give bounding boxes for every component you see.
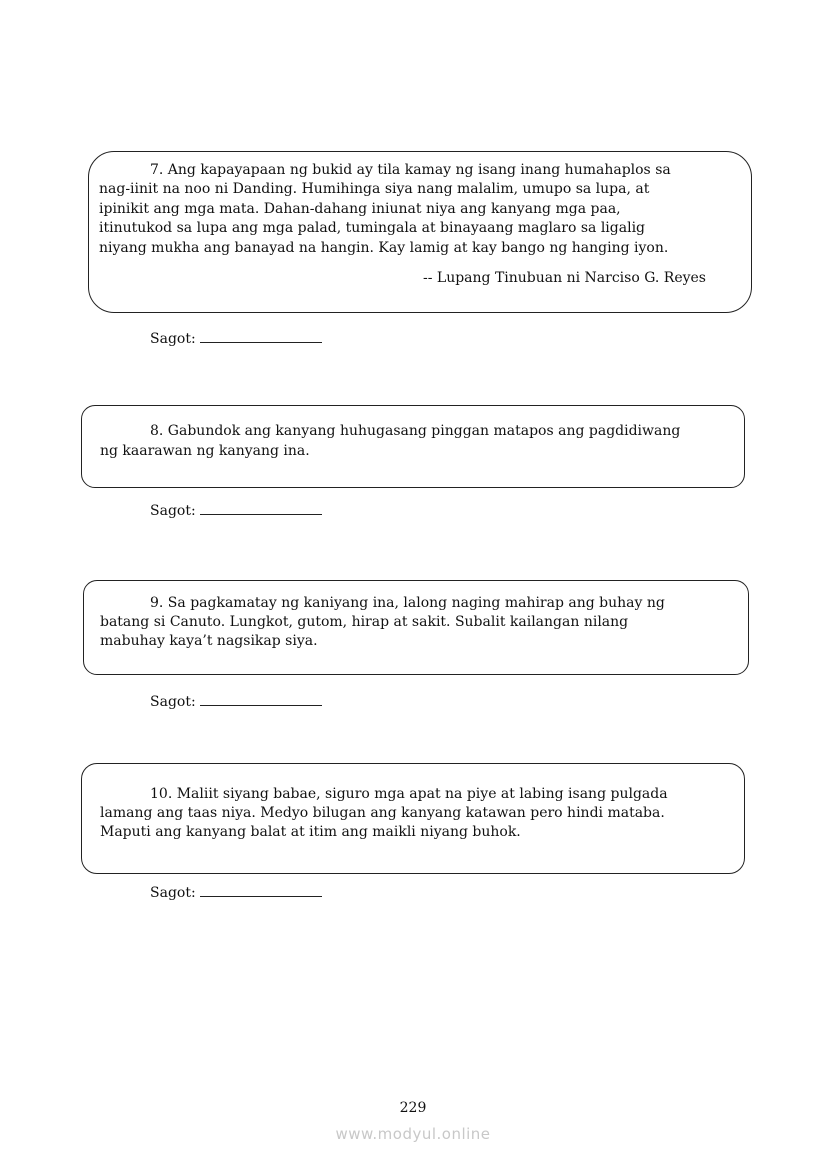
answer-line-9[interactable] xyxy=(150,693,322,710)
passage-line: nag-iinit na noo ni Danding. Humihinga siya nang malalim, umupo sa lupa, at xyxy=(99,181,650,197)
answer-label: Sagot: xyxy=(150,694,196,710)
answer-line-10[interactable] xyxy=(150,884,322,901)
passage-line: itinutukod sa lupa ang mga palad, tumingala at binayaang maglaro sa ligalig xyxy=(99,220,646,236)
passage-line: lamang ang taas niya. Medyo bilugan ang kanyang katawan pero hindi mataba. xyxy=(100,805,665,821)
answer-label: Sagot: xyxy=(150,885,196,901)
passage-line: 9. Sa pagkamatay ng kaniyang ina, lalong naging mahirap ang buhay ng xyxy=(150,595,665,611)
passage-line: niyang mukha ang banayad na hangin. Kay lamig at kay bango ng hanging iyon. xyxy=(99,240,669,256)
answer-label: Sagot: xyxy=(150,503,196,519)
page-number: 229 xyxy=(399,1100,427,1116)
answer-line-8[interactable] xyxy=(150,502,322,519)
passage-line: ipinikit ang mga mata. Dahan-dahang iniunat niya ang kanyang mga paa, xyxy=(99,201,621,217)
answer-label: Sagot: xyxy=(150,331,196,347)
answer-blank[interactable] xyxy=(200,330,322,343)
passage-line: ng kaarawan ng kanyang ina. xyxy=(100,443,310,459)
answer-blank[interactable] xyxy=(200,502,322,515)
passage-line: Maputi ang kanyang balat at itim ang maikli niyang buhok. xyxy=(100,824,521,840)
passage-line: 10. Maliit siyang babae, siguro mga apat na piye at labing isang pulgada xyxy=(150,786,668,802)
passage-line: 8. Gabundok ang kanyang huhugasang pinggan matapos ang pagdidiwang xyxy=(150,423,681,439)
attribution: -- Lupang Tinubuan ni Narciso G. Reyes xyxy=(422,270,706,286)
passage-line: 7. Ang kapayapaan ng bukid ay tila kamay ng isang inang humahaplos sa xyxy=(150,162,671,178)
answer-line-7[interactable] xyxy=(150,330,322,347)
passage-line: batang si Canuto. Lungkot, gutom, hirap at sakit. Subalit kailangan nilang xyxy=(100,614,629,630)
watermark: www.modyul.online xyxy=(335,1125,491,1143)
answer-blank[interactable] xyxy=(200,884,322,897)
answer-blank[interactable] xyxy=(200,693,322,706)
passage-line: mabuhay kaya’t nagsikap siya. xyxy=(100,633,318,649)
